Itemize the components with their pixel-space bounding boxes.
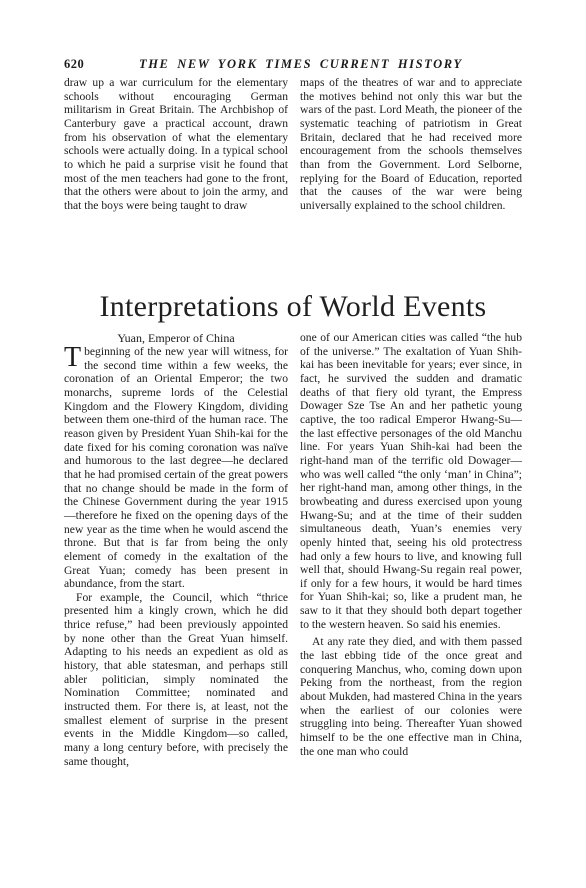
- section-title: Interpretations of World Events: [99, 290, 487, 323]
- article-paragraph-1: [64, 342, 288, 591]
- drop-cap: T: [64, 342, 82, 373]
- article-paragraph-4: At any rate they died, and with them passed the last ebbing tide of the once great and conquering Manchus, who, coming down upon Peking from the northeast, from the region about Mukden, had mastered China in the years when the earliest of our colonies were struggling into being. Thereafter Yuan showed himself to be the one effective man in China, the one man who could: [300, 635, 522, 758]
- article-left-column: [64, 342, 288, 768]
- article-subheading: Yuan, Emperor of China: [117, 331, 235, 345]
- top-left-paragraph: draw up a war curriculum for the elementary schools without encouraging German militarism in Great Britain. The Archbishop of Canterbury gave a practical account, drawn from his observation of what the elementary schools were actually doing. In a typical school to which he paid a surprise visit he found that most of the men teachers had gone to the front, that the others were about to join the army, and that the boys were being taught to draw: [64, 76, 288, 212]
- top-left-column: [64, 76, 288, 213]
- article-paragraph-1-text: beginning of the new year will witness, for the second time within a few weeks, the coronation of an Oriental Emperor; the two monarchs, supreme lords of the Celestial Kingdom and the Flowery Kingdom, dividing between them one-third of the human race. The reason given by President Yuan Shih-kai for the date fixed for his coming coronation was naïve and humorous to the last degree—he declared that he had promised certain of the great powers that no change should be made in the form of the Chinese Government during the year 1915—therefore he fixed on the opening days of the new year as the time when he would ascend the throne. But that is far from being the only element of comedy in the exaltation of the Great Yuan; comedy has been present in abundance, from the start.: [64, 345, 288, 591]
- page-number: 620: [64, 57, 85, 71]
- article-paragraph-3: one of our American cities was called “the hub of the universe.” The exaltation of Yuan Shih-kai has been inevitable for years; ever since, in fact, he survived the sudden and dramatic deaths of that fiery old tyrant, the Empress Dowager Sze Tse An and her pathetic young captive, the too radical Emperor Hwang-Su—the last effective personages of the old Manchu line. For years Yuan Shih-kai had been the right-hand man of the terrific old Dowager—who was well called “the only ‘man’ in China”; her right-hand man, among other things, in the browbeating and duress exercised upon young Hwang-Su; and at the time of their sudden simultaneous death, Yuan’s enemies very openly hinted that, seeing his old protectress had only a few hours to live, and knowing full well that, should Hwang-Su regain real power, if only for a few hours, it would be hard times for Yuan Shih-kai; so, like a prudent man, he saw to it that they should both depart together to the western heaven. So said his enemies.: [300, 331, 522, 631]
- journal-title: THE NEW YORK TIMES CURRENT HISTORY: [139, 57, 463, 71]
- top-right-paragraph: maps of the theatres of war and to appreciate the motives behind not only this war but the wars of the past. Lord Meath, the pioneer of the systematic teaching of patriotism in Great Britain, declared that he had received more encouragement from the schools themselves than from the Government. Lord Selborne, replying for the Board of Education, reported that the causes of the war were being universally explained to the school children.: [300, 76, 522, 212]
- running-head: [64, 57, 534, 73]
- article-paragraph-2: For example, the Council, which “thrice presented him a kingly crown, which he did thrice refuse,” had been previously appointed by none other than the Great Yuan himself. Adapting to his needs an expedient as old as history, that able statesman, and perhaps still abler politician, simply nominated the Nomination Committee; nominated and instructed them. For there is, at least, not the smallest element of surprise in the present events in the Middle Kingdom—so called, many a long century before, with precisely the same thought,: [64, 590, 288, 768]
- article-right-column: [300, 331, 522, 758]
- top-right-column: [300, 76, 522, 213]
